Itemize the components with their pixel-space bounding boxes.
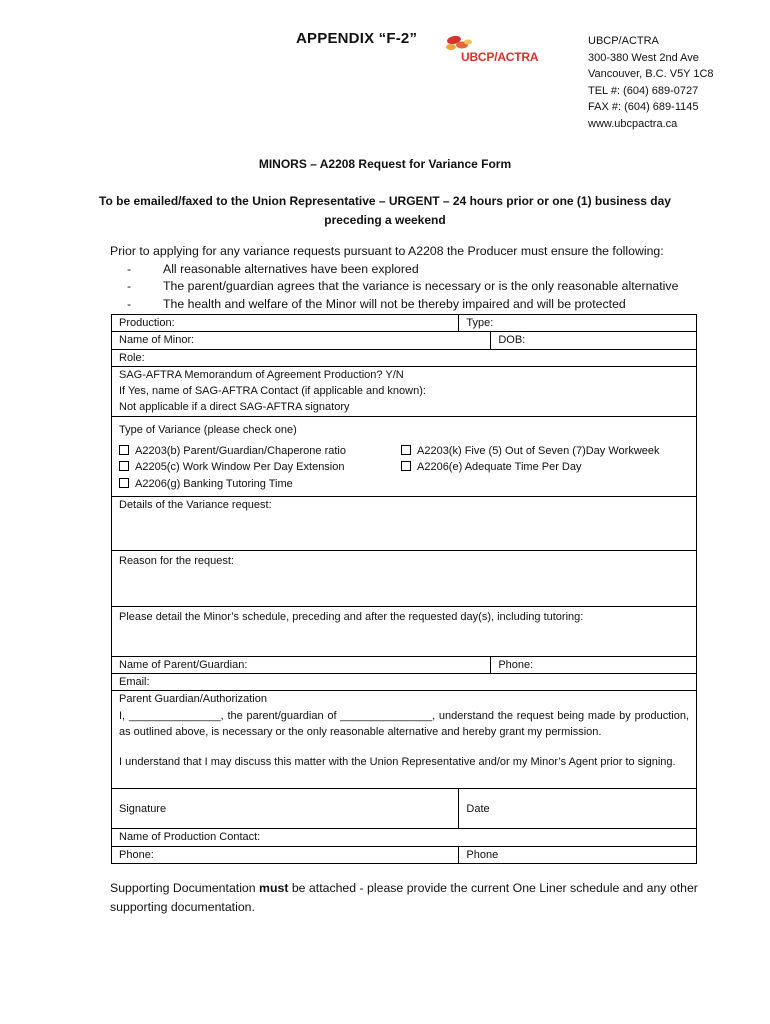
urgent-notice (60, 192, 710, 230)
supporting-documentation-note: Supporting Documentation must be attached - please provide the current One Liner schedule and any other supporting documentation. (110, 881, 698, 914)
production-field[interactable]: Production: (112, 315, 459, 332)
variance-option[interactable]: A2206(g) Banking Tutoring Time (119, 476, 401, 492)
checkbox[interactable] (119, 478, 129, 488)
intro-lead: Prior to applying for any variance requests pursuant to A2208 the Producer must ensure the following: (110, 244, 664, 258)
authorization-section (112, 691, 697, 789)
role-field[interactable]: Role: (112, 349, 697, 366)
list-item: - The parent/guardian agrees that the variance is necessary or is the only reasonable alternative (110, 278, 678, 296)
variance-option[interactable]: A2203(k) Five (5) Out of Seven (7)Day Workweek (401, 443, 681, 459)
intro-block (110, 243, 678, 313)
variance-option[interactable]: A2205(c) Work Window Per Day Extension (119, 459, 401, 475)
address-fax: FAX #: (604) 689-1145 (588, 101, 699, 113)
contact-phone-field-2[interactable]: Phone (459, 846, 697, 863)
address-street: 300-380 West 2nd Ave (588, 51, 699, 64)
details-field[interactable]: Details of the Variance request: (112, 496, 697, 550)
checkbox[interactable] (401, 445, 411, 455)
minor-name-field[interactable]: Name of Minor: (112, 332, 491, 349)
address-org: UBCP/ACTRA (588, 35, 659, 47)
reason-field[interactable]: Reason for the request: (112, 550, 697, 606)
address-tel: TEL #: (604) 689-0727 (588, 84, 699, 97)
dob-field[interactable]: DOB: (491, 332, 697, 349)
sag-contact-field[interactable]: If Yes, name of SAG-AFTRA Contact (if applicable and known): (119, 385, 426, 398)
variance-type-label: Type of Variance (please check one) (119, 423, 297, 436)
contact-phone-field[interactable]: Phone: (112, 846, 459, 863)
bullet-dash: - (127, 296, 132, 311)
emphasis-must: must (259, 881, 289, 895)
production-contact-field[interactable]: Name of Production Contact: (112, 829, 697, 846)
sag-aftra-section (112, 366, 697, 416)
address-city: Vancouver, B.C. V5Y 1C8 (588, 68, 714, 80)
form-title: MINORS – A2208 Request for Variance Form (258, 157, 512, 171)
date-field[interactable]: Date (459, 789, 697, 829)
variance-form (111, 314, 697, 864)
signature-field[interactable]: Signature (112, 789, 459, 829)
bullet-dash: - (127, 261, 132, 276)
schedule-field[interactable]: Please detail the Minor’s schedule, preceding and after the requested day(s), including tutoring: (112, 606, 697, 656)
email-field[interactable]: Email: (112, 674, 697, 691)
sag-note: Not applicable if a direct SAG-AFTRA signatory (119, 401, 350, 414)
parent-name-field[interactable]: Name of Parent/Guardian: (112, 656, 491, 673)
variance-type-section (112, 416, 697, 496)
variance-option[interactable]: A2203(b) Parent/Guardian/Chaperone ratio (119, 443, 401, 459)
address-block (588, 33, 714, 132)
appendix-title: APPENDIX “F-2” (296, 30, 418, 47)
type-field[interactable]: Type: (459, 315, 697, 332)
discuss-text: I understand that I may discuss this matter with the Union Representative and/or my Minor’s Agent prior to signing. (119, 756, 676, 769)
urgent-line-1: To be emailed/faxed to the Union Representative – URGENT – 24 hours prior or one (1) business day (99, 194, 671, 208)
checkbox[interactable] (119, 445, 129, 455)
sag-question: SAG-AFTRA Memorandum of Agreement Production? Y/N (119, 368, 404, 381)
authorization-text: I, _______________, the parent/guardian of _______________, understand the request being made by production, as outlined above, is necessary or the only reasonable alternative and hereby grant my permission. (119, 709, 689, 739)
parent-phone-field[interactable]: Phone: (491, 656, 697, 673)
bullet-dash: - (127, 279, 132, 293)
list-item: - The health and welfare of the Minor will not be thereby impaired and will be protected (110, 296, 678, 314)
address-web: www.ubcpactra.ca (588, 117, 678, 130)
checkbox[interactable] (401, 461, 411, 471)
authorization-title: Parent Guardian/Authorization (119, 693, 267, 706)
checkbox[interactable] (119, 461, 129, 471)
urgent-line-2: preceding a weekend (324, 213, 446, 227)
list-item: - All reasonable alternatives have been explored (110, 261, 678, 279)
variance-option[interactable]: A2206(e) Adequate Time Per Day (401, 459, 681, 475)
logo-text: UBCP/ACTRA (461, 50, 539, 64)
